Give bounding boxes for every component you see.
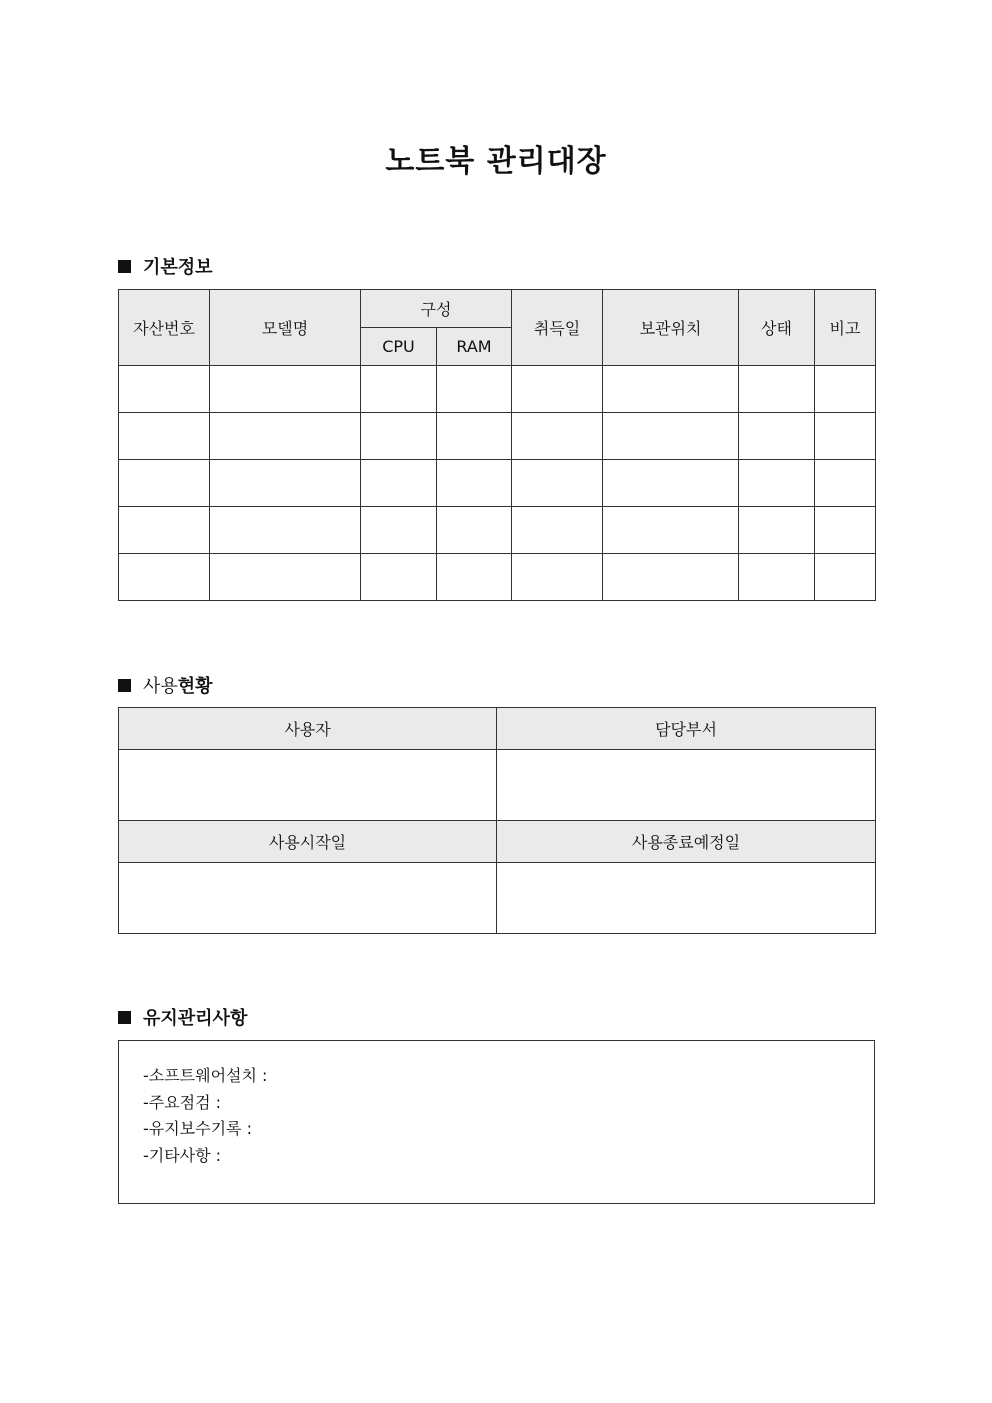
table-row xyxy=(119,554,876,601)
cell-cpu[interactable] xyxy=(361,507,437,554)
cell-ram[interactable] xyxy=(437,507,512,554)
cell-acquired[interactable] xyxy=(512,460,603,507)
square-bullet-icon xyxy=(118,679,131,692)
cell-model[interactable] xyxy=(210,460,361,507)
header-note: 비고 xyxy=(815,290,876,366)
cell-status[interactable] xyxy=(739,554,815,601)
cell-user[interactable] xyxy=(119,750,497,821)
section-usage-label-bold: 현황 xyxy=(177,676,213,697)
square-bullet-icon xyxy=(118,260,131,273)
cell-asset-no[interactable] xyxy=(119,460,210,507)
cell-note[interactable] xyxy=(815,460,876,507)
cell-model[interactable] xyxy=(210,507,361,554)
header-ram: RAM xyxy=(437,328,512,366)
square-bullet-icon xyxy=(118,1011,131,1024)
cell-ram[interactable] xyxy=(437,554,512,601)
usage-table xyxy=(118,707,876,934)
cell-department[interactable] xyxy=(497,750,876,821)
header-location: 보관위치 xyxy=(603,290,739,366)
section-basic-label: 기본정보 xyxy=(143,257,213,278)
cell-location[interactable] xyxy=(603,460,739,507)
cell-end-date[interactable] xyxy=(497,863,876,934)
header-end-date: 사용종료예정일 xyxy=(497,821,876,863)
table-row xyxy=(119,460,876,507)
maintenance-item-repair-log: -유지보수기록 : xyxy=(143,1119,252,1138)
maintenance-item-inspection: -주요점검 : xyxy=(143,1092,222,1112)
maintenance-item-software: -소프트웨어설치 : xyxy=(143,1066,268,1085)
header-config: 구성 xyxy=(361,290,512,328)
cell-status[interactable] xyxy=(739,413,815,460)
cell-location[interactable] xyxy=(603,413,739,460)
cell-cpu[interactable] xyxy=(361,554,437,601)
cell-acquired[interactable] xyxy=(512,554,603,601)
cell-model[interactable] xyxy=(210,366,361,413)
cell-model[interactable] xyxy=(210,413,361,460)
cell-note[interactable] xyxy=(815,507,876,554)
maintenance-box[interactable] xyxy=(118,1040,875,1204)
cell-asset-no[interactable] xyxy=(119,366,210,413)
table-row xyxy=(119,366,876,413)
cell-model[interactable] xyxy=(210,554,361,601)
cell-location[interactable] xyxy=(603,507,739,554)
table-row xyxy=(119,507,876,554)
basic-info-table xyxy=(118,289,876,601)
cell-location[interactable] xyxy=(603,366,739,413)
document-title: 노트북 관리대장 xyxy=(385,144,607,179)
header-status: 상태 xyxy=(739,290,815,366)
cell-note[interactable] xyxy=(815,554,876,601)
cell-asset-no[interactable] xyxy=(119,413,210,460)
cell-status[interactable] xyxy=(739,460,815,507)
section-maintenance-header xyxy=(118,1004,247,1030)
cell-asset-no[interactable] xyxy=(119,554,210,601)
header-start-date: 사용시작일 xyxy=(119,821,497,863)
cell-cpu[interactable] xyxy=(361,460,437,507)
header-asset-no: 자산번호 xyxy=(119,290,210,366)
maintenance-item-other: -기타사항 : xyxy=(143,1145,222,1165)
section-usage-label-prefix: 사용 xyxy=(143,676,178,697)
cell-asset-no[interactable] xyxy=(119,507,210,554)
cell-acquired[interactable] xyxy=(512,507,603,554)
header-acquired: 취득일 xyxy=(512,290,603,366)
cell-status[interactable] xyxy=(739,507,815,554)
cell-note[interactable] xyxy=(815,413,876,460)
section-usage-header xyxy=(118,672,213,698)
cell-location[interactable] xyxy=(603,554,739,601)
header-department: 담당부서 xyxy=(497,708,876,750)
cell-cpu[interactable] xyxy=(361,413,437,460)
cell-acquired[interactable] xyxy=(512,413,603,460)
cell-status[interactable] xyxy=(739,366,815,413)
cell-cpu[interactable] xyxy=(361,366,437,413)
section-basic-header xyxy=(118,253,213,279)
cell-start-date[interactable] xyxy=(119,863,497,934)
cell-note[interactable] xyxy=(815,366,876,413)
cell-acquired[interactable] xyxy=(512,366,603,413)
header-user: 사용자 xyxy=(119,708,497,750)
header-cpu: CPU xyxy=(361,328,437,366)
cell-ram[interactable] xyxy=(437,460,512,507)
section-maintenance-label: 유지관리사항 xyxy=(143,1008,248,1029)
cell-ram[interactable] xyxy=(437,413,512,460)
cell-ram[interactable] xyxy=(437,366,512,413)
maintenance-list xyxy=(119,1041,874,1169)
table-row xyxy=(119,413,876,460)
header-model: 모델명 xyxy=(210,290,361,366)
